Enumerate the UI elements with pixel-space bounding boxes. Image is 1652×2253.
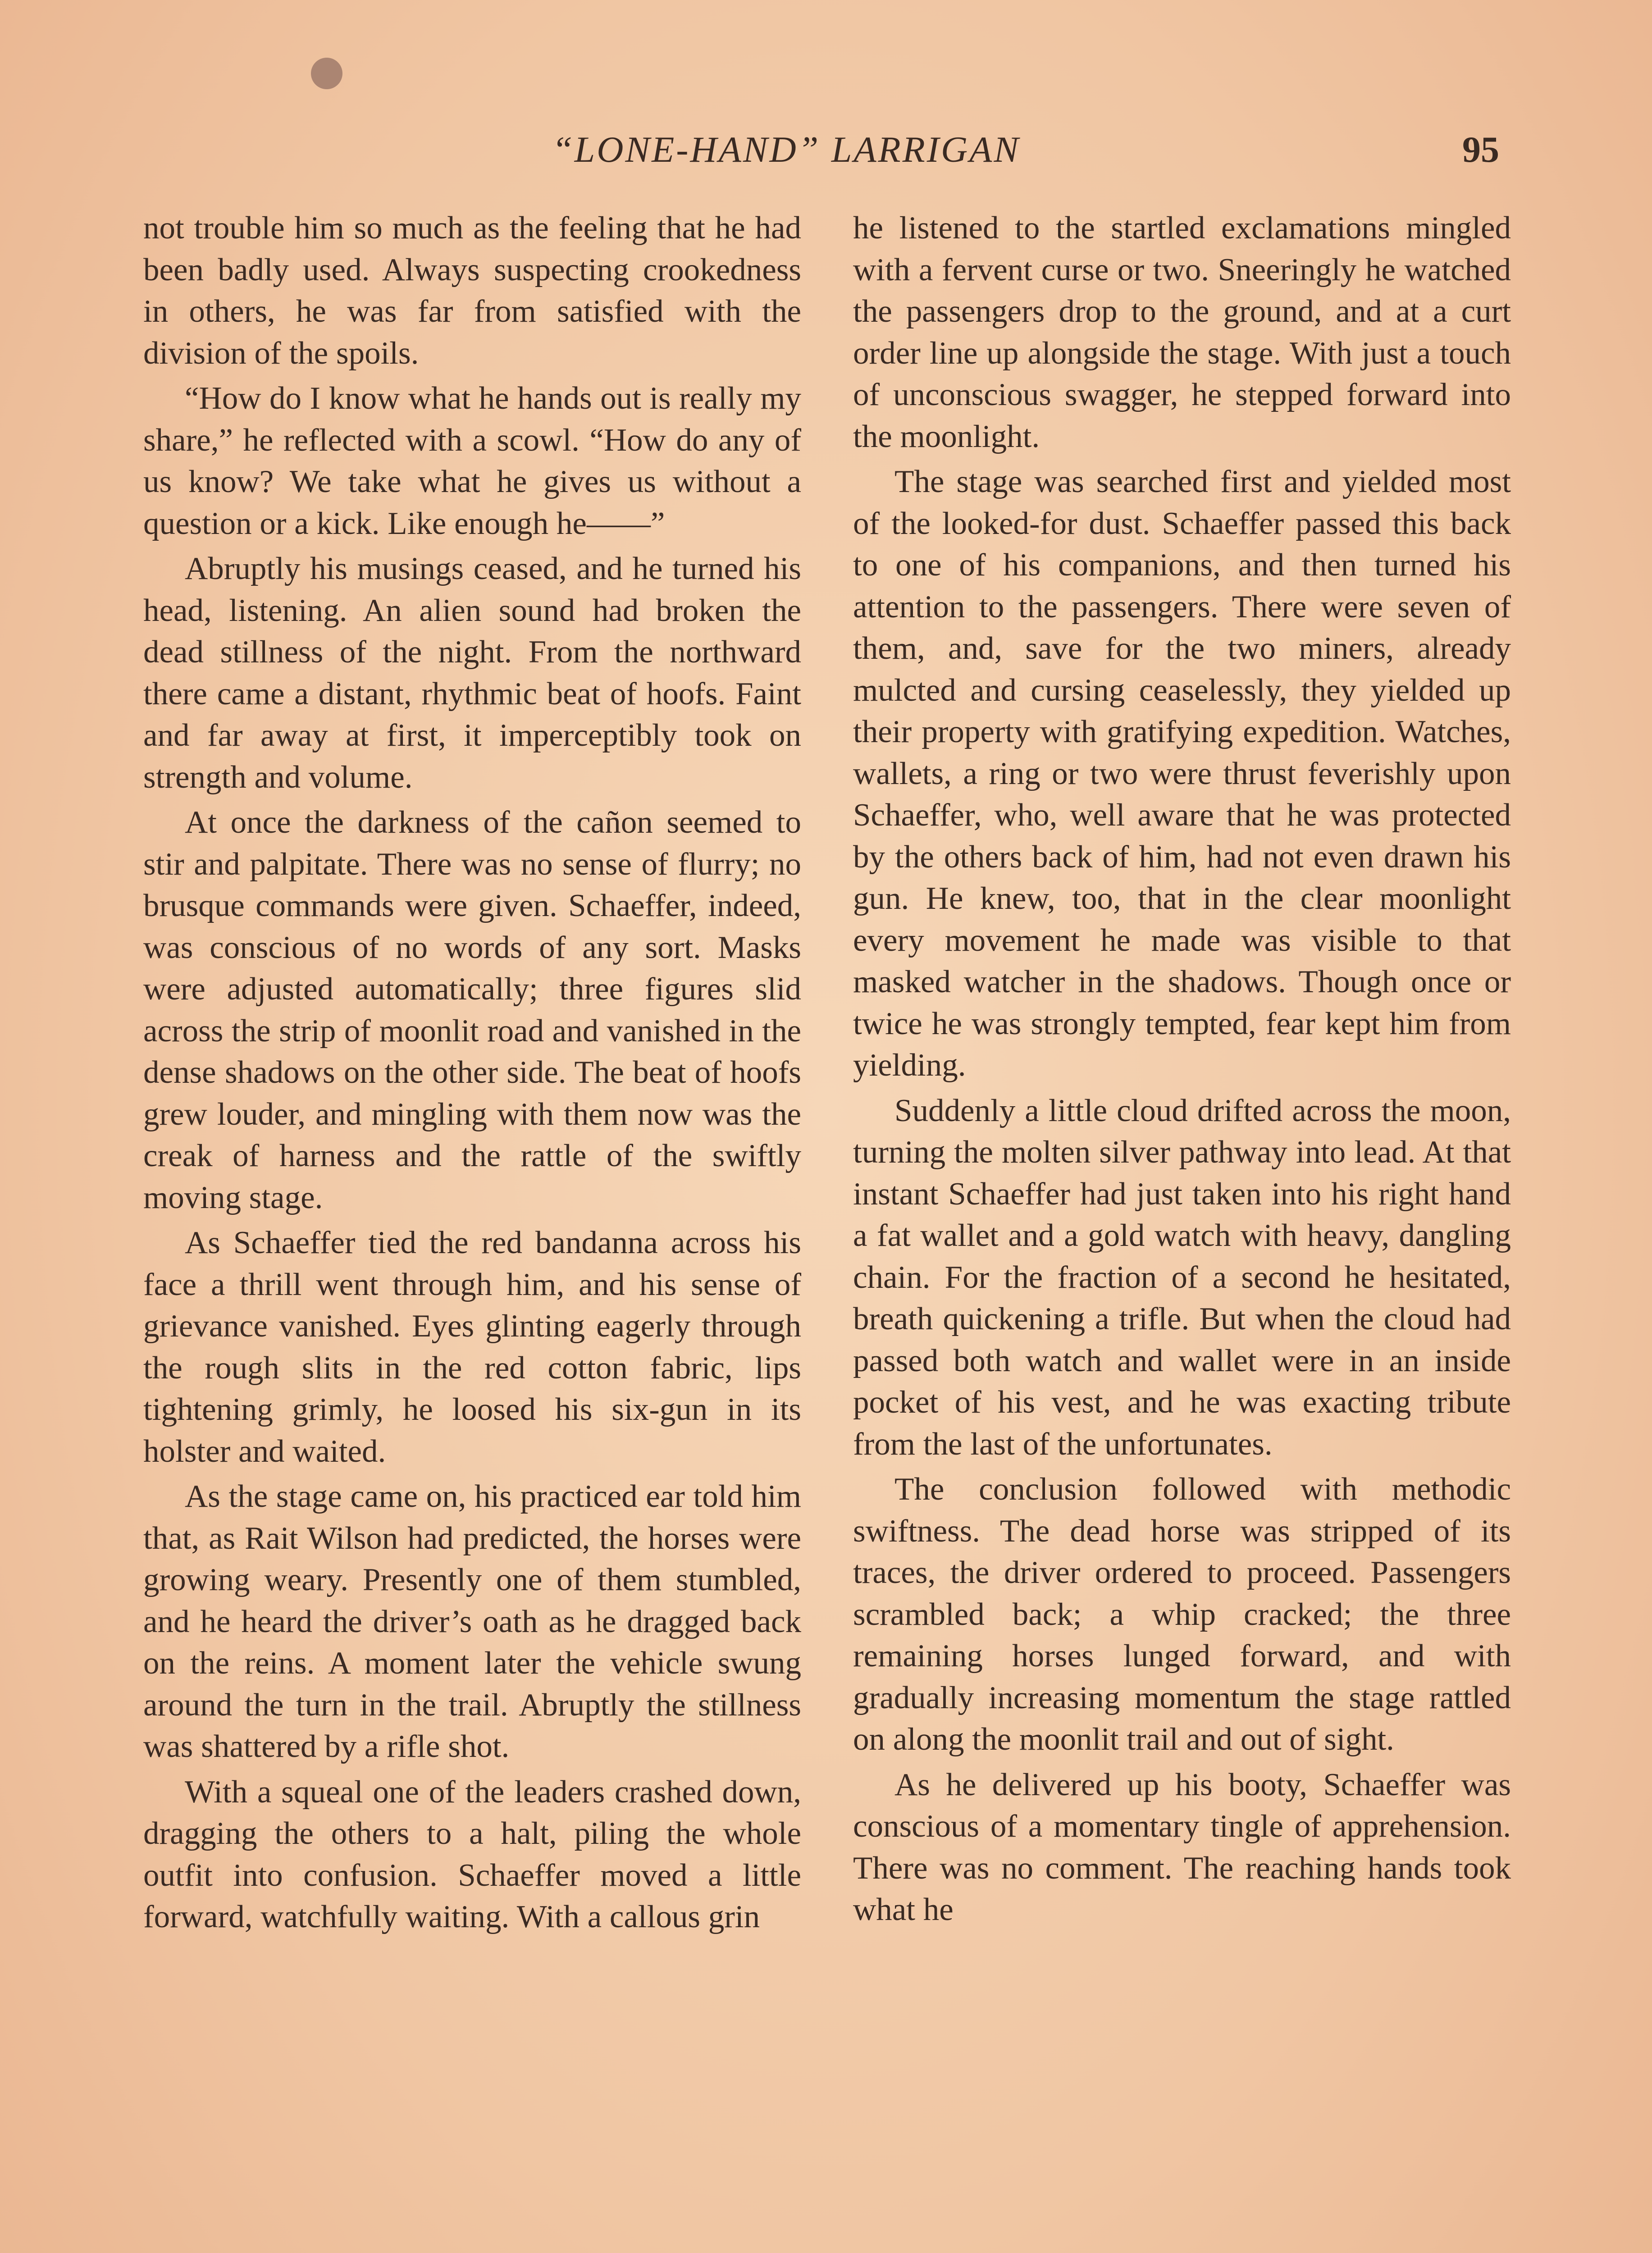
paragraph: As the stage came on, his practiced ear told him that, as Rait Wilson had predicted, the horses were growing weary. Presently one of them stumbled, and he heard the driver’s oath as he dragged back on the reins. A moment later the vehicle swung around the turn in the trail. Abruptly the stillness was shattered by a rifle shot.	[143, 1479, 801, 1764]
page-header	[0, 128, 1652, 178]
left-column	[143, 207, 801, 1938]
paragraph: The stage was searched first and yielded most of the looked-for dust. Schaeffer passed this back to one of his companions, and then turned his attention to the passengers. There were seven of them, and, save for the two miners, already mulcted and cursing ceaselessly, they yielded up their property with gratifying expedition. Watches, wallets, a ring or two were thrust feverishly upon Schaeffer, who, well aware that he was protected by the others back of him, had not even drawn his gun. He knew, too, that in the clear moonlight every movement he made was visible to that masked watcher in the shadows. Though once or twice he was strongly tempted, fear kept him from yielding.	[853, 464, 1511, 1083]
right-column	[853, 207, 1511, 1931]
paragraph: Suddenly a little cloud drifted across the moon, turning the molten silver pathway into lead. At that instant Schaeffer had just taken into his right hand a fat wallet and a gold watch with heavy, dangling chain. For the fraction of a second he hesitated, breath quickening a trifle. But when the cloud had passed both watch and wallet were in an inside pocket of his vest, and he was exacting tribute from the last of the unfortunates.	[853, 1093, 1511, 1462]
paragraph: he listened to the startled exclamations mingled with a fervent curse or two. Sneeringly he watched the passengers drop to the ground, and at a curt order line up alongside the stage. With just a touch of unconscious swagger, he stepped forward into the moonlight.	[853, 210, 1511, 454]
running-title: “LONE-HAND” LARRIGAN	[552, 129, 1021, 170]
paragraph: As he delivered up his booty, Schaeffer was conscious of a momentary tingle of apprehension. There was no comment. The reaching hands took what he	[853, 1767, 1511, 1927]
paragraph: The conclusion followed with methodic swiftness. The dead horse was stripped of its traces, the driver ordered to proceed. Passengers scrambled back; a whip cracked; the three remaining horses lunged forward, and with gradually increasing momentum the stage rattled on along the moonlit trail and out of sight.	[853, 1472, 1511, 1757]
paragraph: As Schaeffer tied the red bandanna across his face a thrill went through him, and his sense of grievance vanished. Eyes glinting eagerly through the rough slits in the red cotton fabric, lips tightening grimly, he loosed his six-gun in its holster and waited.	[143, 1225, 801, 1469]
paragraph: Abruptly his musings ceased, and he turned his head, listening. An alien sound had broken the dead stillness of the night. From the northward there came a distant, rhythmic beat of hoofs. Faint and far away at first, it imperceptibly took on strength and volume.	[143, 551, 801, 795]
paragraph: At once the darkness of the cañon seemed to stir and palpitate. There was no sense of flurry; no brusque commands were given. Schaeffer, indeed, was conscious of no words of any sort. Masks were adjusted automatically; three figures slid across the strip of moonlit road and vanished in the dense shadows on the other side. The beat of hoofs grew louder, and mingling with them now was the creak of harness and the rattle of the swiftly moving stage.	[143, 805, 801, 1215]
ink-stain	[311, 58, 342, 89]
page-number: 95	[1462, 129, 1499, 170]
paragraph: “How do I know what he hands out is really my share,” he reflected with a scowl. “How do any of us know? We take what he gives us without a question or a kick. Like enough he——”	[143, 381, 801, 541]
paragraph: With a squeal one of the leaders crashed down, dragging the others to a halt, piling the whole outfit into confusion. Schaeffer moved a little forward, watchfully waiting. With a callous grin	[143, 1774, 801, 1934]
paragraph: not trouble him so much as the feeling that he had been badly used. Always suspecting crookedness in others, he was far from satisfied with the division of the spoils.	[143, 210, 801, 371]
